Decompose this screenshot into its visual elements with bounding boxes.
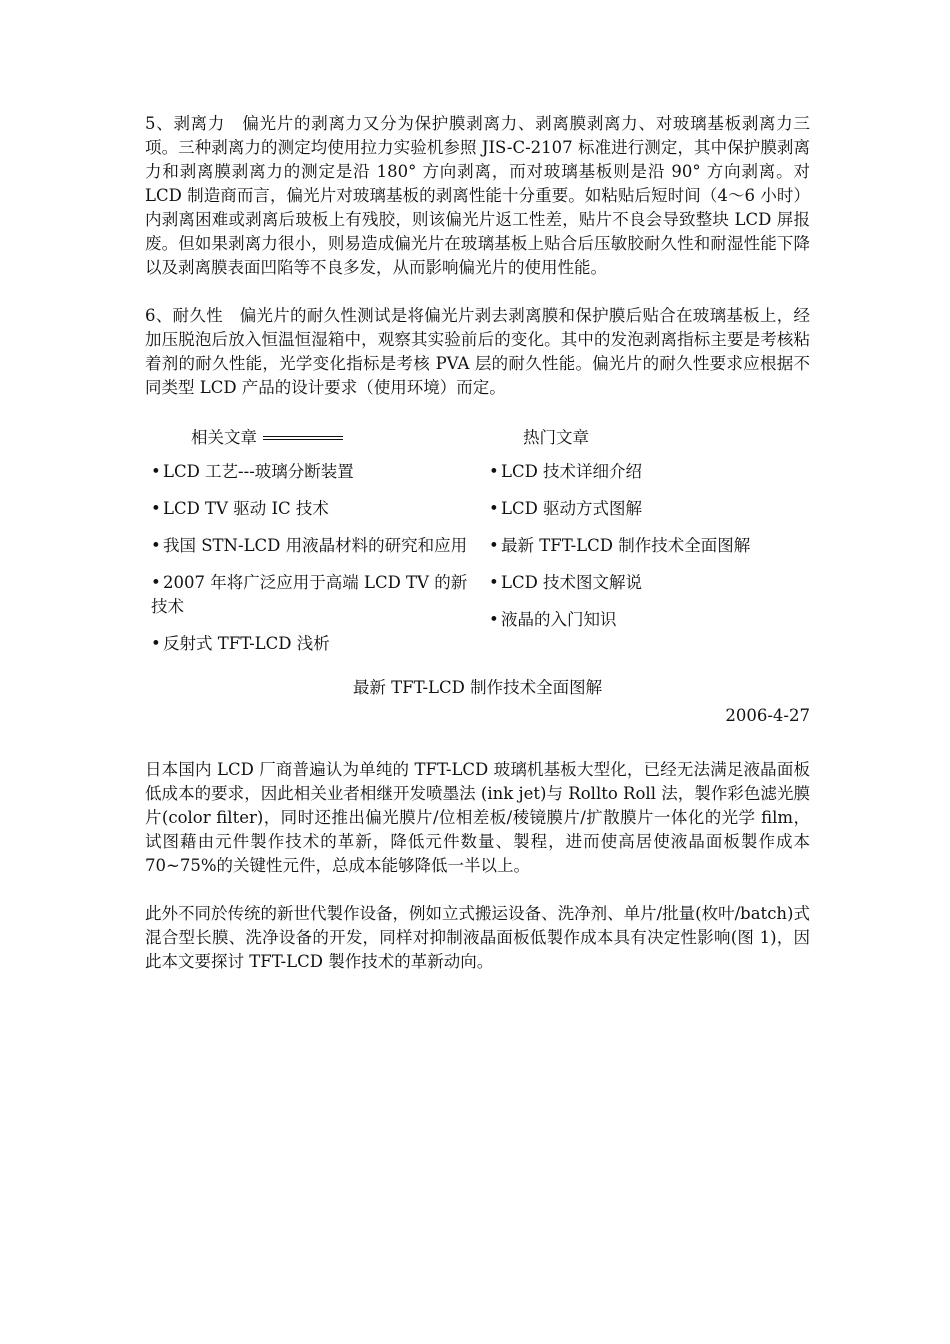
related-heading-row bbox=[191, 426, 481, 450]
bullet-icon: • bbox=[489, 462, 499, 481]
hot-link[interactable]: • LCD 技术图文解说 bbox=[489, 571, 819, 595]
bullet-icon: • bbox=[151, 499, 161, 518]
related-heading: 相关文章 bbox=[191, 428, 257, 447]
document-page bbox=[145, 112, 810, 974]
section-peel-strength: 5、剥离力 偏光片的剥离力又分为保护膜剥离力、剥离膜剥离力、对玻璃基板剥离力三项。三种剥离力的测定均使用拉力实验机参照 JIS-C-2107 标准进行测定，其中保护膜剥离力和剥离膜剥离力的测定是沿 180° 方向剥离，而对玻璃基板则是沿 90° 方向剥离。对 LCD 制造商而言，偏光片对玻璃基板的剥离性能十分重要。如粘贴后短时间（4～6 小时）内剥离困难或剥离后玻板上有残胶，则该偏光片返工性差，贴片不良会导致整块 LCD 屏报废。但如果剥离力很小，则易造成偏光片在玻璃基板上贴合后压敏胶耐久性和耐湿性能下降以及剥离膜表面凹陷等不良多发，从而影响偏光片的使用性能。 bbox=[145, 114, 810, 277]
article-date: 2006-4-27 bbox=[725, 706, 810, 725]
bullet-icon: • bbox=[489, 536, 499, 555]
related-link[interactable]: • LCD 工艺---玻璃分断装置 bbox=[151, 460, 481, 484]
bullet-icon: • bbox=[489, 610, 499, 629]
related-link[interactable]: • 我国 STN-LCD 用液晶材料的研究和应用 bbox=[151, 534, 481, 558]
related-link[interactable]: • 2007 年将广泛应用于高端 LCD TV 的新技术 bbox=[151, 573, 468, 616]
hot-list bbox=[489, 460, 819, 632]
related-list bbox=[151, 460, 481, 656]
bullet-icon: • bbox=[151, 462, 161, 481]
related-link[interactable]: • 反射式 TFT-LCD 浅析 bbox=[151, 632, 481, 656]
section-durability: 6、耐久性 偏光片的耐久性测试是将偏光片剥去剥离膜和保护膜后贴合在玻璃基板上，经加压脱泡后放入恒温恒湿箱中，观察其实验前后的变化。其中的发泡剥离指标主要是考核粘着剂的耐久性能，光学变化指标是考核 PVA 层的耐久性能。偏光片的耐久性要求应根据不同类型 LCD 产品的设计要求（使用环境）而定。 bbox=[145, 306, 810, 397]
hot-heading-row bbox=[523, 426, 819, 450]
bullet-icon: • bbox=[489, 573, 499, 592]
bullet-icon: • bbox=[151, 536, 161, 555]
hot-link[interactable]: • LCD 驱动方式图解 bbox=[489, 497, 819, 521]
article-paragraph-1: 日本国内 LCD 厂商普遍认为单纯的 TFT-LCD 玻璃机基板大型化，已经无法满足液晶面板低成本的要求，因此相关业者相继开发喷墨法 (ink jet)与 Rollto Roll 法，製作彩色滤光膜片(color filter)，同时还推出偏光膜片/位相差板/稜镜膜片/扩散膜片一体化的光学 film，试图藉由元件製作技术的革新，降低元件数量、製程，进而使高居使液晶面板製作成本 70~75%的关键性元件，总成本能够降低一半以上。 bbox=[145, 760, 810, 875]
hot-link[interactable]: • 最新 TFT-LCD 制作技术全面图解 bbox=[489, 534, 819, 558]
related-link[interactable]: • LCD TV 驱动 IC 技术 bbox=[151, 497, 481, 521]
double-rule-divider bbox=[263, 436, 343, 440]
bullet-icon: • bbox=[151, 573, 161, 592]
hot-link[interactable]: • LCD 技术详细介绍 bbox=[489, 460, 819, 484]
article-title: 最新 TFT-LCD 制作技术全面图解 bbox=[352, 678, 603, 697]
related-articles bbox=[151, 426, 481, 669]
hot-articles bbox=[489, 426, 819, 645]
article-paragraph-2: 此外不同於传统的新世代製作设备，例如立式搬运设备、洗净剂、单片/批量(枚叶/batch)式混合型长膜、洗净设备的开发，同样对抑制液晶面板低製作成本具有决定性影响(图 1)，因此本文要探讨 TFT-LCD 製作技术的革新动向。 bbox=[145, 904, 810, 971]
hot-heading: 热门文章 bbox=[523, 428, 589, 447]
bullet-icon: • bbox=[489, 499, 499, 518]
hot-link[interactable]: • 液晶的入门知识 bbox=[489, 608, 819, 632]
article-links bbox=[145, 426, 810, 676]
bullet-icon: • bbox=[151, 634, 161, 653]
